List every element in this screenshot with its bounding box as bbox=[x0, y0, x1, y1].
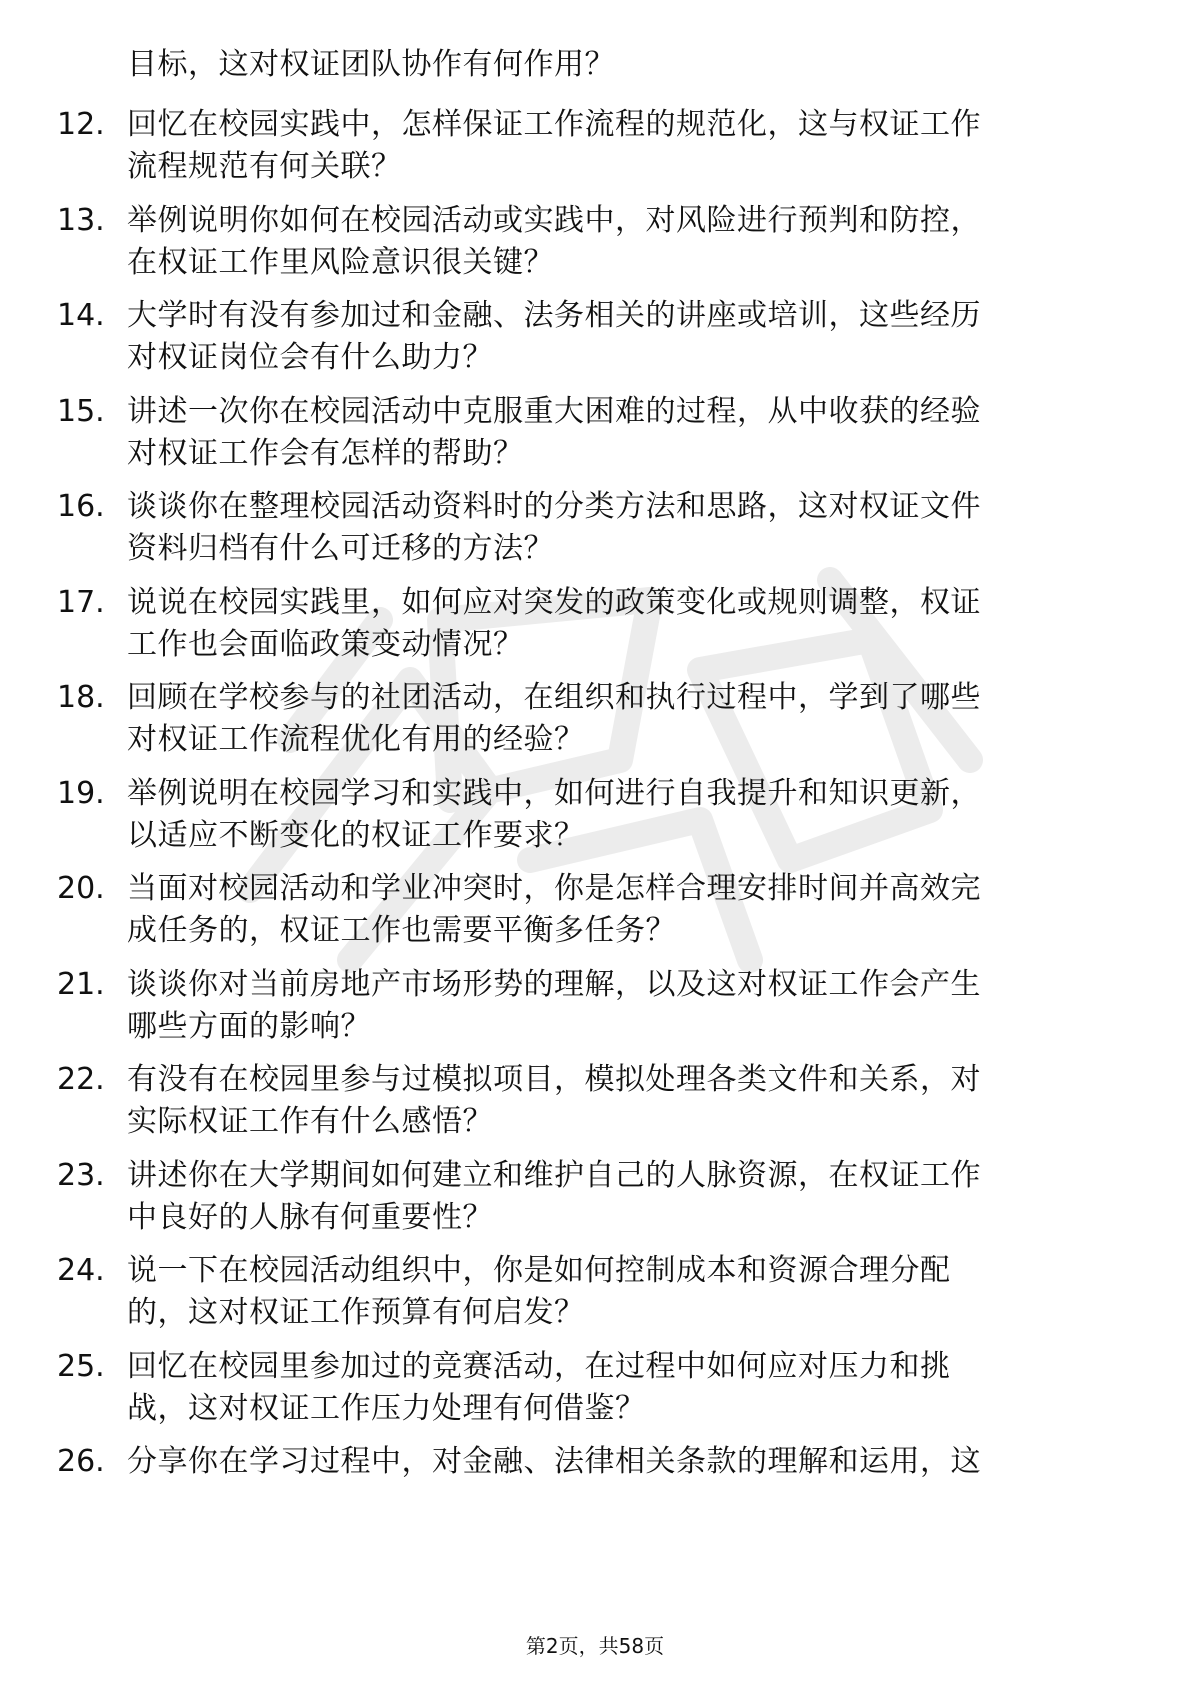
item-text-line: 成任务的，权证工作也需要平衡多任务？ bbox=[127, 913, 676, 948]
item-text-line: 说一下在校园活动组织中，你是如何控制成本和资源合理分配 bbox=[127, 1253, 951, 1288]
item-number: 14. bbox=[57, 298, 105, 333]
item-text-line: 在权证工作里风险意识很关键？ bbox=[127, 244, 554, 280]
item-number: 12. bbox=[57, 107, 105, 142]
item-text-line: 说说在校园实践里，如何应对突发的政策变化或规则调整，权证 bbox=[127, 584, 981, 620]
item-text-line: 工作也会面临政策变动情况？ bbox=[127, 626, 524, 662]
item-text-line: 资料归档有什么可迁移的方法？ bbox=[127, 531, 554, 566]
item-text bbox=[127, 1441, 1117, 1483]
item-text-line: 对权证工作会有怎样的帮助？ bbox=[127, 435, 524, 471]
continued-line: 目标，这对权证团队协作有何作用？ bbox=[127, 47, 615, 82]
item-text bbox=[127, 868, 1117, 952]
item-number: 17. bbox=[57, 584, 105, 620]
list-item bbox=[0, 677, 1190, 765]
list-item bbox=[0, 1250, 1190, 1338]
item-text-line: 回忆在校园里参加过的竞赛活动，在过程中如何应对压力和挑 bbox=[127, 1348, 951, 1384]
item-text-line: 回顾在学校参与的社团活动，在组织和执行过程中，学到了哪些 bbox=[127, 680, 981, 715]
item-text-line: 对权证工作流程优化有用的经验？ bbox=[127, 722, 585, 757]
list-item bbox=[0, 1441, 1190, 1529]
item-text-line: 谈谈你对当前房地产市场形势的理解，以及这对权证工作会产生 bbox=[127, 966, 981, 1002]
item-text bbox=[127, 104, 1117, 188]
item-number: 18. bbox=[57, 680, 105, 715]
item-text-line: 举例说明在校园学习和实践中，如何进行自我提升和知识更新， bbox=[127, 775, 981, 811]
item-text-line: 讲述你在大学期间如何建立和维护自己的人脉资源，在权证工作 bbox=[127, 1157, 981, 1193]
item-number: 24. bbox=[57, 1253, 105, 1288]
list-item bbox=[0, 104, 1190, 192]
item-number: 25. bbox=[57, 1348, 105, 1384]
item-text-line: 流程规范有何关联？ bbox=[127, 149, 402, 184]
item-text bbox=[127, 1059, 1117, 1143]
item-text-line: 举例说明你如何在校园活动或实践中，对风险进行预判和防控， bbox=[127, 202, 981, 238]
list-item bbox=[0, 486, 1190, 574]
item-text-line: 实际权证工作有什么感悟？ bbox=[127, 1104, 493, 1139]
list-item bbox=[0, 1346, 1190, 1434]
item-text-line: 以适应不断变化的权证工作要求？ bbox=[127, 817, 585, 853]
item-text-line: 讲述一次你在校园活动中克服重大困难的过程，从中收获的经验 bbox=[127, 393, 981, 429]
page-footer: 第2页，共58页 bbox=[525, 1634, 665, 1658]
item-text bbox=[127, 486, 1117, 570]
list-item bbox=[0, 1059, 1190, 1147]
item-text-line: 谈谈你在整理校园活动资料时的分类方法和思路，这对权证文件 bbox=[127, 489, 981, 524]
item-text-line: 大学时有没有参加过和金融、法务相关的讲座或培训，这些经历 bbox=[127, 298, 981, 333]
item-text-line: 的，这对权证工作预算有何启发？ bbox=[127, 1295, 585, 1330]
list-item bbox=[0, 391, 1190, 479]
item-number: 19. bbox=[57, 775, 105, 811]
item-text bbox=[127, 295, 1117, 379]
list-item bbox=[0, 964, 1190, 1052]
item-text-line: 对权证岗位会有什么助力？ bbox=[127, 340, 493, 375]
item-text bbox=[127, 391, 1117, 475]
item-text-line: 有没有在校园里参与过模拟项目，模拟处理各类文件和关系，对 bbox=[127, 1062, 981, 1097]
list-item bbox=[0, 582, 1190, 670]
list-item bbox=[0, 295, 1190, 383]
item-text bbox=[127, 1250, 1117, 1334]
item-number: 13. bbox=[57, 202, 105, 238]
item-text-line: 中良好的人脉有何重要性？ bbox=[127, 1199, 493, 1235]
item-text-line: 分享你在学习过程中，对金融、法律相关条款的理解和运用，这 bbox=[127, 1444, 981, 1479]
item-text-line: 回忆在校园实践中，怎样保证工作流程的规范化，这与权证工作 bbox=[127, 107, 981, 142]
list-item bbox=[0, 868, 1190, 956]
item-number: 20. bbox=[57, 871, 105, 906]
item-number: 16. bbox=[57, 489, 105, 524]
item-text bbox=[127, 200, 1117, 284]
item-number: 26. bbox=[57, 1444, 105, 1479]
list-item bbox=[0, 200, 1190, 288]
item-text-line: 战，这对权证工作压力处理有何借鉴？ bbox=[127, 1390, 646, 1426]
item-number: 23. bbox=[57, 1157, 105, 1193]
item-number: 21. bbox=[57, 966, 105, 1002]
item-text bbox=[127, 677, 1117, 761]
item-text bbox=[127, 1346, 1117, 1430]
item-number: 22. bbox=[57, 1062, 105, 1097]
item-text bbox=[127, 773, 1117, 857]
item-text-line: 哪些方面的影响？ bbox=[127, 1008, 371, 1044]
item-text bbox=[127, 582, 1117, 666]
list-item bbox=[0, 1155, 1190, 1243]
item-text-line: 当面对校园活动和学业冲突时，你是怎样合理安排时间并高效完 bbox=[127, 871, 981, 906]
list-item bbox=[0, 773, 1190, 861]
item-number: 15. bbox=[57, 393, 105, 429]
item-text bbox=[127, 1155, 1117, 1239]
item-text bbox=[127, 964, 1117, 1048]
